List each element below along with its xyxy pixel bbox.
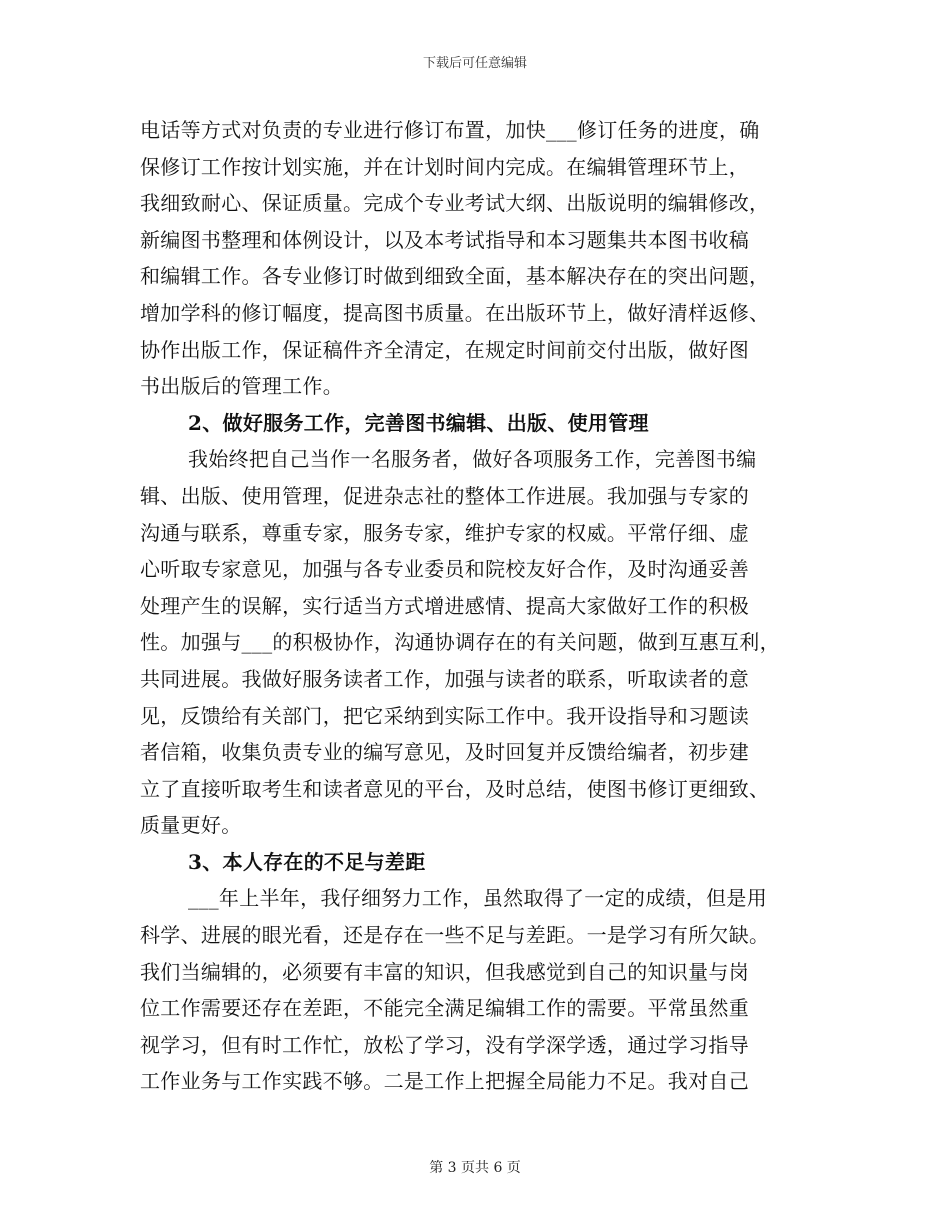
- paragraph-line: 电话等方式对负责的专业进行修订布置，加快___修订任务的进度，确: [140, 118, 760, 142]
- paragraph-line: 共同进展。我做好服务读者工作，加强与读者的联系，听取读者的意: [140, 666, 749, 691]
- paragraph-line: 见，反馈给有关部门，把它采纳到实际工作中。我开设指导和习题读: [140, 703, 749, 728]
- paragraph-line: 新编图书整理和体例设计，以及本考试指导和本习题集共本图书收稿: [140, 227, 749, 252]
- section-heading: 2、做好服务工作，完善图书编辑、出版、使用管理: [188, 410, 649, 435]
- page-header: 下载后可任意编辑: [422, 56, 527, 71]
- document-body: [140, 112, 820, 1100]
- paragraph-line: 者信箱，收集负责专业的编写意见，及时回复并反馈给编者，初步建: [140, 740, 749, 765]
- paragraph-line: 处理产生的误解，实行适当方式增进感情、提高大家做好工作的积极: [140, 593, 749, 618]
- paragraph-line: 科学、进展的眼光看，还是存在一些不足与差距。一是学习有所欠缺。: [140, 923, 770, 948]
- paragraph-line: 沟通与联系，尊重专家，服务专家，维护专家的权威。平常仔细、虚: [140, 520, 749, 545]
- paragraph-line: 我们当编辑的，必须要有丰富的知识，但我感觉到自己的知识量与岗: [140, 959, 749, 984]
- paragraph-line: 书出版后的管理工作。: [140, 374, 343, 399]
- paragraph-line: 立了直接听取考生和读者意见的平台，及时总结，使图书修订更细致、: [140, 776, 770, 801]
- paragraph-line: 我细致耐心、保证质量。完成个专业考试大纲、出版说明的编辑修改，: [140, 191, 770, 216]
- paragraph-line: ___年上半年，我仔细努力工作，虽然取得了一定的成绩，但是用: [188, 886, 767, 911]
- paragraph-line: 保修订工作按计划实施，并在计划时间内完成。在编辑管理环节上，: [140, 154, 749, 179]
- paragraph-line: 和编辑工作。各专业修订时做到细致全面，基本解决存在的突出问题，: [140, 264, 770, 289]
- paragraph-line: 工作业务与工作实践不够。二是工作上把握全局能力不足。我对自己: [140, 1069, 749, 1094]
- paragraph-line: 位工作需要还存在差距，不能完全满足编辑工作的需要。平常虽然重: [140, 996, 749, 1021]
- paragraph-line: 我始终把自己当作一名服务者，做好各项服务工作，完善图书编: [188, 447, 757, 472]
- paragraph-line: 协作出版工作，保证稿件齐全清定，在规定时间前交付出版，做好图: [140, 337, 749, 362]
- paragraph-line: 增加学科的修订幅度，提高图书质量。在出版环节上，做好清样返修、: [140, 300, 770, 325]
- paragraph-line: 质量更好。: [140, 813, 242, 838]
- section-heading: 3、本人存在的不足与差距: [188, 849, 426, 874]
- paragraph-line: 辑、出版、使用管理，促进杂志社的整体工作进展。我加强与专家的: [140, 483, 749, 508]
- page-footer: 第 3 页共 6 页: [429, 1160, 521, 1176]
- paragraph-line: 视学习，但有时工作忙，放松了学习，没有学深学透，通过学习指导: [140, 1032, 749, 1057]
- paragraph-line: 性。加强与___的积极协作，沟通协调存在的有关问题，做到互惠互利，: [140, 630, 780, 655]
- paragraph-line: 心听取专家意见，加强与各专业委员和院校友好合作，及时沟通妥善: [140, 557, 749, 582]
